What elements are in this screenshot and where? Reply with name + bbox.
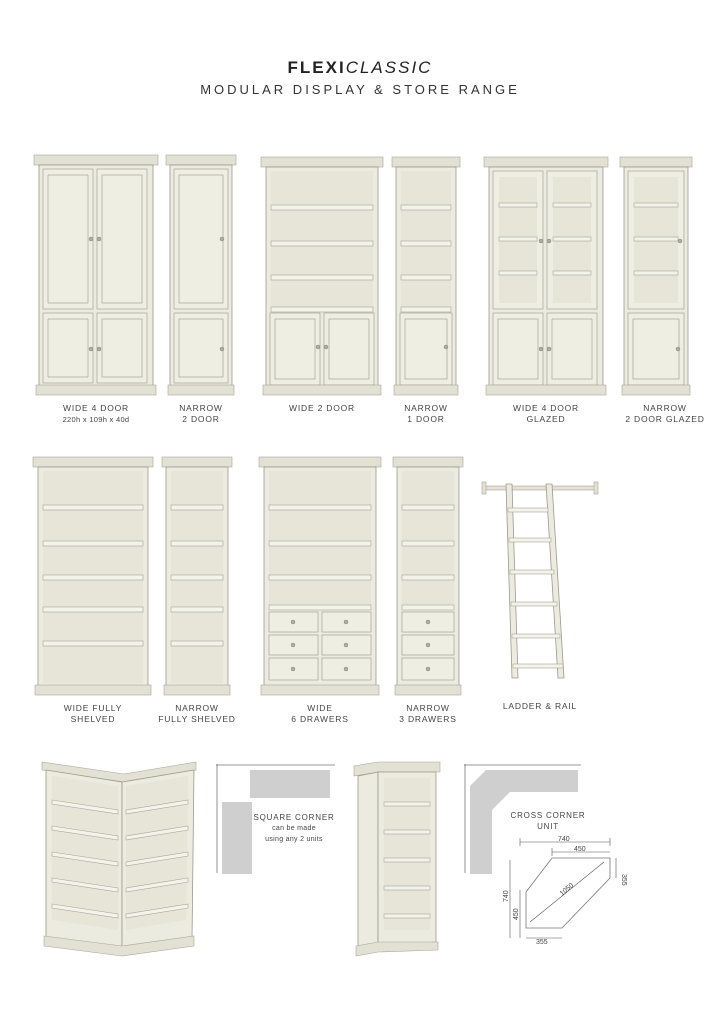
square-corner-pair-illustration xyxy=(38,760,202,956)
caption-line2: 6 DRAWERS xyxy=(291,714,349,724)
caption-line1: NARROW xyxy=(175,703,219,713)
caption-wide-2-door xyxy=(261,403,383,414)
wide-fully-shelved-illustration xyxy=(33,457,153,697)
wide-6-drawers-illustration xyxy=(259,457,381,697)
cross-corner-dimension-drawing xyxy=(500,832,627,948)
caption-narrow-fully-shelved xyxy=(152,703,242,725)
narrow-1-door-unit xyxy=(392,157,460,397)
caption-line1: NARROW xyxy=(643,403,687,413)
wide-4-door-unit xyxy=(34,155,158,397)
square-corner-pair-unit xyxy=(38,760,202,956)
caption-line2: 1 DOOR xyxy=(407,414,445,424)
caption-line2: GLAZED xyxy=(526,414,566,424)
caption-line1: NARROW xyxy=(406,703,450,713)
caption-narrow-3-drawers xyxy=(383,703,473,725)
caption-line2: FULLY SHELVED xyxy=(158,714,236,724)
dim-top-total: 740 xyxy=(558,836,570,843)
ladder-rail-illustration xyxy=(480,478,600,688)
caption-narrow-2-door xyxy=(156,403,246,425)
dim-left-part: 450 xyxy=(513,908,520,920)
caption-narrow-1-door xyxy=(381,403,471,425)
range-subtitle: MODULAR DISPLAY & STORE RANGE xyxy=(200,82,520,97)
square-corner-note2: using any 2 units xyxy=(265,836,323,843)
caption-line1: WIDE 2 DOOR xyxy=(289,403,355,413)
caption-cross-corner xyxy=(500,810,596,832)
brand-title xyxy=(0,58,720,78)
narrow-2-door-unit xyxy=(166,155,236,397)
cross-corner-dimensions xyxy=(500,832,627,948)
wide-2-door-unit xyxy=(261,157,383,397)
square-corner-note1: can be made xyxy=(272,825,316,832)
caption-wide-4-door xyxy=(34,403,158,425)
caption-square-corner xyxy=(244,812,344,845)
page-header xyxy=(0,58,720,97)
wide-fully-shelved-unit xyxy=(33,457,153,697)
narrow-fully-shelved-illustration xyxy=(162,457,232,697)
narrow-3-drawers-illustration xyxy=(393,457,463,697)
caption-ladder-rail xyxy=(490,701,590,712)
narrow-1-door-illustration xyxy=(392,157,460,397)
dim-top-part: 450 xyxy=(574,846,586,853)
ladder-rail-unit xyxy=(480,478,600,688)
wide-4-door-glazed-unit xyxy=(484,157,608,397)
cross-corner-title2: UNIT xyxy=(537,822,559,831)
wide-4-door-illustration xyxy=(34,155,158,397)
caption-line1: LADDER & RAIL xyxy=(502,701,578,711)
narrow-2-door-glazed-illustration xyxy=(620,157,692,397)
narrow-3-drawers-unit xyxy=(393,457,463,697)
narrow-2-door-illustration xyxy=(166,155,236,397)
narrow-fully-shelved-unit xyxy=(162,457,232,697)
dim-bottom: 355 xyxy=(536,939,548,946)
dim-diagonal: 1050 xyxy=(558,882,576,898)
wide-2-door-illustration xyxy=(261,157,383,397)
wide-4-door-glazed-illustration xyxy=(484,157,608,397)
caption-line1: WIDE 4 DOOR xyxy=(63,403,129,413)
caption-line1: WIDE FULLY xyxy=(63,703,123,713)
caption-line2: 3 DRAWERS xyxy=(399,714,457,724)
wide-6-drawers-unit xyxy=(259,457,381,697)
caption-wide-6-drawers xyxy=(259,703,381,725)
caption-line2: SHELVED xyxy=(70,714,116,724)
dim-left-total: 740 xyxy=(503,890,510,902)
caption-line2: 2 DOOR GLAZED xyxy=(625,414,705,424)
caption-line1: WIDE xyxy=(307,703,333,713)
caption-wide-fully-shelved xyxy=(33,703,153,725)
caption-line2: 2 DOOR xyxy=(182,414,220,424)
cross-corner-title1: CROSS CORNER xyxy=(510,811,586,820)
narrow-2-door-glazed-unit xyxy=(620,157,692,397)
brand-bold: FLEXI xyxy=(287,58,346,77)
square-corner-title: SQUARE CORNER xyxy=(253,813,335,822)
caption-line1: WIDE 4 DOOR xyxy=(513,403,579,413)
cross-corner-unit-illustration xyxy=(352,760,444,956)
caption-line1: NARROW xyxy=(404,403,448,413)
brand-italic: CLASSIC xyxy=(345,58,433,77)
caption-narrow-2-door-glazed xyxy=(612,403,718,425)
caption-line2: 220h x 109h x 40d xyxy=(62,415,130,424)
cross-corner-unit xyxy=(352,760,444,956)
caption-wide-4-door-glazed xyxy=(484,403,608,425)
dim-right: 355 xyxy=(620,874,627,886)
caption-line1: NARROW xyxy=(179,403,223,413)
